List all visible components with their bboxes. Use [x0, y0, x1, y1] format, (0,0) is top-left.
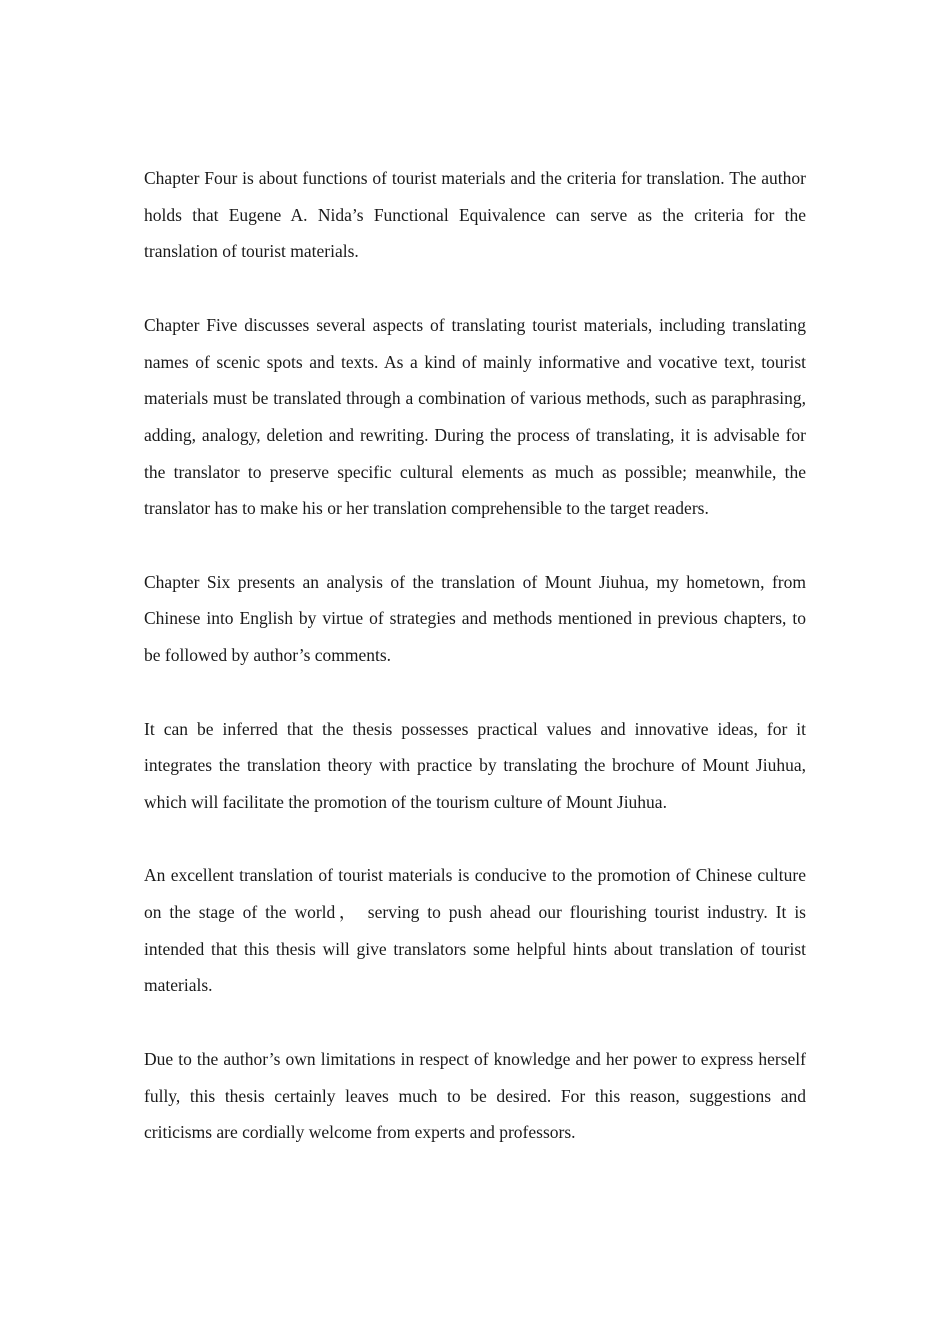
paragraph-inference: It can be inferred that the thesis possesses practical values and innovative ideas, for it integrates the translation theory with practice by translating the brochure of Mount Jiuhua, which will facilitate the promotion of the tourism culture of Mount Jiuhua. — [144, 718, 806, 812]
paragraph-chapter-six: Chapter Six presents an analysis of the translation of Mount Jiuhua, my hometown, from Chinese into English by virtue of strategies and methods mentioned in previous chapters, to be followed by author’s comments. — [144, 571, 806, 666]
paragraph-chapter-five: Chapter Five discusses several aspects of translating tourist materials, including translating names of scenic spots and texts. As a kind of mainly informative and vocative text, tourist materials must be translated through a combination of various methods, such as paraphrasing, adding, analogy, deletion and rewriting. During the process of translating, it is advisable for the translator to preserve specific cultural elements as much as possible; meanwhile, the translator has to make his or her translation comprehensible to the target readers. — [144, 314, 806, 519]
document-page — [144, 160, 806, 1151]
paragraph-limitations: Due to the author’s own limitations in respect of knowledge and her power to express herself fully, this thesis certainly leaves much to be desired. For this reason, suggestions and criticisms are cordially welcome from experts and professors. — [144, 1048, 806, 1143]
paragraph-chapter-four: Chapter Four is about functions of tourist materials and the criteria for translation. The author holds that Eugene A. Nida’s Functional Equivalence can serve as the criteria for the translation of tourist materials. — [144, 168, 806, 262]
paragraph-excellent-translation: An excellent translation of tourist materials is conducive to the promotion of Chinese culture on the stage of the world， serving to push ahead our flourishing tourist industry. It is intended that this thesis will give translators some helpful hints about translation of tourist materials. — [144, 865, 806, 996]
